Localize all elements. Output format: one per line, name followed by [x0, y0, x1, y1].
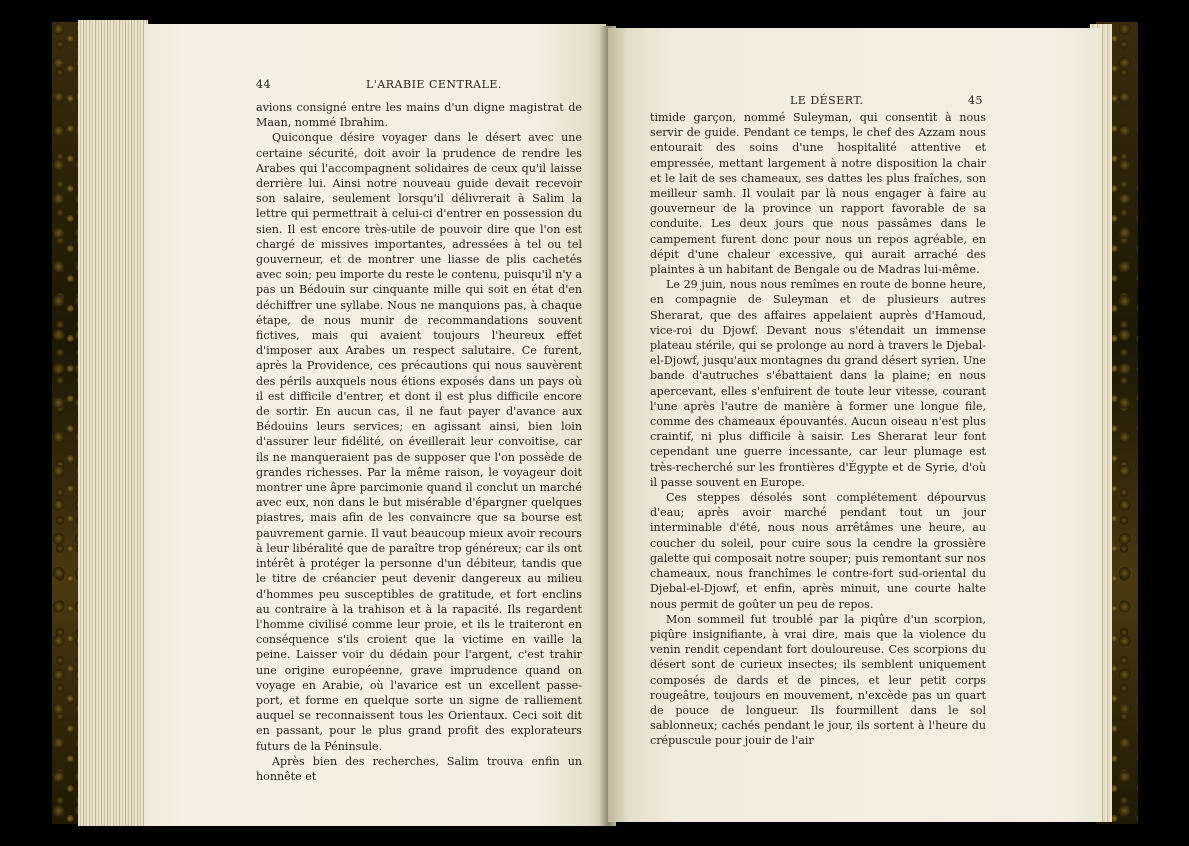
right-running-head: LE DÉSERT. [790, 94, 864, 107]
left-page-edges [78, 20, 148, 826]
paragraph: Le 29 juin, nous nous remîmes en route de bonne heure, en compagnie de Suleyman et de plusieurs autres Sherarat, que des affaires appelaient auprès d'Hamoud, vice-roi du Djowf. Devant nous s'étendait un immense plateau stérile, qui se prolonge au nord à travers le Djebal-el-Djowf, jusqu'aux montagnes du grand désert syrien. Une bande d'autruches s'ébattaient dans la plaine; en nous apercevant, elles s'enfuirent de toute leur vitesse, courant l'une après l'autre de manière à former une longue file, comme des chameaux épouvantés. Aucun oiseau n'est plus craintif, ni plus difficile à saisir. Les Sherarat leur font cependant une guerre incessante, car leur plumage est très-recherché sur les frontières d'Égypte et de Syrie, d'où il passe souvent en Europe. [650, 278, 986, 489]
right-page-text [650, 110, 986, 749]
paragraph: Ces steppes désolés sont complétement dépourvus d'eau; après avoir marché pendant tout un jour interminable d'été, nous nous arrêtâmes une heure, au coucher du soleil, pour cuire sous la cendre la grossière galette qui composait notre souper; puis remontant sur nos chameaux, nous franchîmes le contre-fort sud-oriental du Djebal-el-Djowf, et enfin, après minuit, une courte halte nous permit de goûter un peu de repos. [650, 491, 986, 611]
paragraph: Mon sommeil fut troublé par la piqûre d'un scorpion, piqûre insignifiante, à vrai dire, mais que la violence du venin rendit cependant fort douloureuse. Ces scorpions du désert sont de curieux insectes; ils semblent uniquement composés de dards et de pinces, et leur petit corps rougeâtre, toujours en mouvement, n'excède pas un quart de pouce de longueur. Ils fourmillent dans le sol sablonneux; cachés pendant le jour, ils sortent à l'heure du crépuscule pour jouir de l'air [650, 612, 986, 748]
left-page-number: 44 [256, 78, 271, 91]
paragraph: Après bien des recherches, Salim trouva enfin un honnête et [256, 754, 582, 783]
paragraph: timide garçon, nommé Suleyman, qui consentit à nous servir de guide. Pendant ce temps, le chef des Azzam nous entourait des soins d'une hospitalité attentive et empressée, mettant largement à notre disposition la chair et le lait de ses chameaux, ses dattes les plus fraîches, son meilleur samh. Il voulait par là nous engager à faire au gouverneur de la province un rapport favorable de sa conduite. Les deux jours que nous passâmes dans le campement furent donc pour nous un repos agréable, en dépit d'une chaleur excessive, qui aurait arraché des plaintes à un habitant de Bengale ou de Madras lui-même. [650, 111, 986, 277]
right-page-number: 45 [968, 94, 983, 107]
paragraph: Quiconque désire voyager dans le désert avec une certaine sécurité, doit avoir la prudence de rendre les Arabes qui l'accompagnent solidaires de ceux qu'il laisse derrière lui. Ainsi notre nouveau guide devait recevoir son salaire, seulement lorsqu'il délivrerait à Salim la lettre qui permettrait à celui-ci d'entrer en possession du sien. Il est encore très-utile de pouvoir dire que l'on est chargé de missives importantes, adressées à tel ou tel gouverneur, et de montrer une liasse de plis cachetés avec soin; peu importe du reste le contenu, puisqu'il n'y a pas un Bédouin sur cinquante mille qui soit en état d'en déchiffrer une syllabe. Nous ne manquions pas, à chaque étape, de nous munir de recommandations souvent fictives, mais qui avaient toujours l'heureux effet d'imposer aux Arabes un respect salutaire. Ce furent, après la Providence, ces précautions qui nous sauvèrent des périls auxquels nous étions exposés dans un pays où il est difficile d'entrer, et dont il est plus difficile encore de sortir. En aucun cas, il ne faut payer d'avance aux Bédouins leurs services; en agissant ainsi, bien loin d'assurer leur fidélité, on éveillerait leur convoitise, car ils ne manqueraient pas de supposer que l'on possède de grandes richesses. Par la même raison, le voyageur doit montrer une âpre parcimonie quand il conclut un marché avec eux, non dans le but misérable d'épargner quelques piastres, mais afin de les convaincre que sa bourse est pauvrement garnie. Il vaut beaucoup mieux avoir recours à leur libéralité que de paraître trop généreux; car ils ont intérêt à protéger la personne d'un débiteur, tandis que le titre de créancier peut devenir dangereux au milieu d'hommes peu susceptibles de gratitude, et fort enclins au contraire à la trahison et à la rapacité. Ils regardent l'homme civilisé comme leur proie, et ils le traiteront en conséquence s'ils croient que la victime en vaille la peine. Laisser voir du dédain pour l'argent, c'est trahir une origine européenne, grave imprudence quand on voyage en Arabie, où l'avarice est un excellent passe-port, et forme en quelque sorte un signe de ralliement auquel se reconnaissent tous les Orientaux. Ceci soit dit en passant, pour le plus grand profit des explorateurs futurs de la Péninsule. [256, 131, 582, 753]
left-page-text [256, 100, 582, 784]
left-running-head: L'ARABIE CENTRALE. [366, 78, 502, 91]
paragraph: avions consigné entre les mains d'un digne magistrat de Maan, nommé Ibrahim. [256, 101, 582, 130]
